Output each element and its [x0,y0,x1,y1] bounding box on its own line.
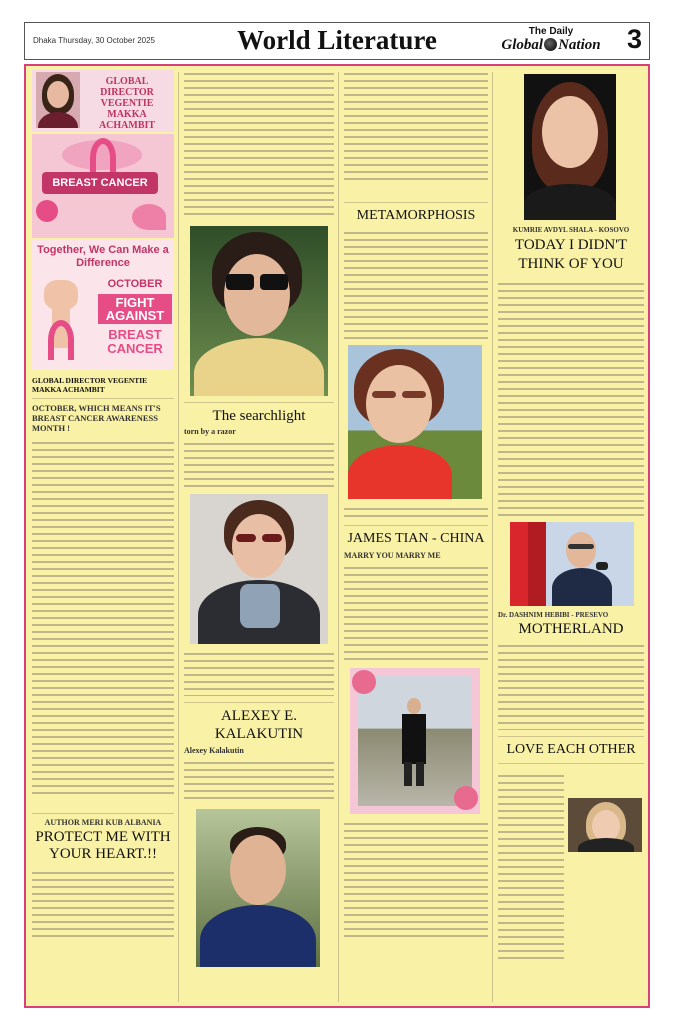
microphone-icon [596,562,608,570]
newspaper-logo [491,26,611,54]
fight-against-label: FIGHT AGAINST [98,294,172,324]
together-slogan: Together, We Can Make a Difference [37,244,169,269]
rose-icon [454,786,478,810]
column-divider [178,72,179,1002]
photo-kumrie-shala [524,74,616,220]
masthead [24,22,650,60]
poem-body-james-tian [344,564,488,664]
poem-body-searchlight [184,440,334,490]
author-byline-kumrie: KUMRIE AVDYL SHALA - KOSOVO [512,226,630,234]
badge-icon [36,200,58,222]
poem-body-metamorphosis [344,229,488,341]
divider [32,398,174,399]
poem-body-middle [184,650,334,698]
director-portrait [36,72,80,128]
globe-icon [544,38,557,51]
column-divider [492,72,493,1002]
breast-cancer-graphic [32,134,174,238]
awareness-poster [32,240,174,370]
divider [32,813,174,814]
divider [344,202,488,203]
photo-woman-sunglasses [190,226,328,396]
poem-subtitle-james-tian: MARRY YOU MARRY ME [344,551,441,560]
page-content-frame [24,64,650,1008]
section-title: World Literature [237,25,437,55]
logo-top-text: The Daily [528,26,574,37]
logo-wordmark [491,37,611,54]
october-label: OCTOBER [107,278,163,290]
director-poster-header [32,70,174,132]
breast-cancer-label: BREAST CANCER [107,327,163,356]
breast-cancer-banner: BREAST CANCER [42,172,158,194]
article-body-october [32,439,174,809]
poem-title-metamorphosis: METAMORPHOSIS [356,208,476,223]
divider [184,402,334,403]
poster-caption: GLOBAL DIRECTOR VEGENTIE MAKKA ACHAMBIT [32,376,148,394]
photo-caption-text [344,505,488,521]
photo-dashnim-hebibi [510,522,634,606]
page-number: 3 [626,24,642,54]
author-byline-dashnim: Dr. DASHNIM HEBIBI - PRESEVO [498,611,609,619]
poem-body-alexey [184,759,334,803]
photo-woman-glasses-scarf [190,494,328,644]
love-each-other-section [498,768,644,968]
divider [184,702,334,703]
photo-woman-blonde [568,798,642,852]
photo-man-alexey [196,809,320,967]
column-2 [184,70,334,967]
column-4 [498,70,644,968]
article-headline-october: OCTOBER, WHICH MEANS IT'S BREAST CANCER AWARENESS MONTH ! [32,403,161,433]
divider [498,736,644,737]
issue-date: Dhaka Thursday, 30 October 2025 [33,36,155,45]
poem-title-love-each-other: LOVE EACH OTHER [506,742,636,757]
column-1 [32,70,174,939]
column-3 [344,70,488,940]
poem-title-motherland: MOTHERLAND [518,621,624,637]
divider [344,525,488,526]
poem-body-today [498,280,644,518]
poem-title-alexey: ALEXEY E. KALAKUTIN [214,708,304,742]
photo-woman-red-top [348,345,482,499]
poem-body-motherland [498,642,644,732]
poem-body-protect-me [32,869,174,939]
raised-fist-ribbon-icon [38,280,88,364]
poem-title-today: TODAY I DIDN'T THINK OF YOU [514,237,628,272]
poem-body-love-each-other [498,772,564,962]
divider [498,763,644,764]
poem-body-bottom-col3 [344,820,488,940]
poem-subtitle-alexey: Alexey Kalakutin [184,746,244,755]
heart-icon [132,204,166,230]
poem-body-top [184,70,334,218]
poem-title-james-tian: JAMES TIAN - CHINA [347,531,485,546]
rose-icon [352,670,376,694]
photo-man-on-road [350,668,480,814]
poem-body-top-col3 [344,70,488,182]
poem-subtitle-searchlight: torn by a razor [184,427,236,436]
poem-title-protect-me: PROTECT ME WITH YOUR HEART.!! [35,829,171,862]
author-byline-albania: AUTHOR MERI KUB ALBANIA [44,818,162,827]
logo-word-right: Nation [558,37,601,53]
logo-word-left: Global [501,37,544,53]
column-divider [338,72,339,1002]
poster-title: GLOBAL DIRECTOR VEGENTIE MAKKA ACHAMBIT [98,76,156,131]
poem-title-searchlight: The searchlight [212,408,306,424]
